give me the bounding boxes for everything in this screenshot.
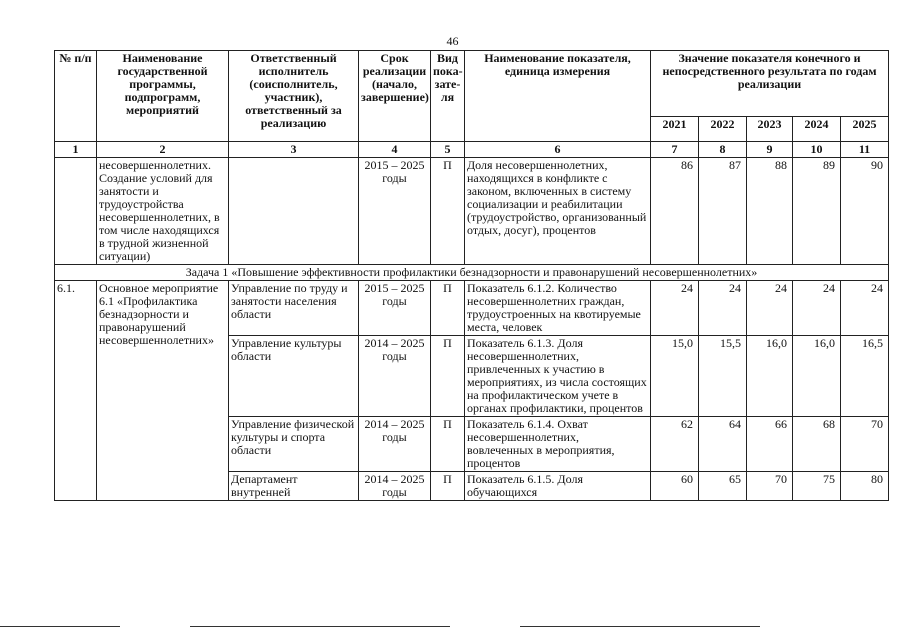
value-cell: 15,5 bbox=[699, 336, 747, 417]
header-year: 2022 bbox=[699, 116, 747, 141]
executor-cell: Управление физической культуры и спорта области bbox=[229, 417, 359, 472]
header-year: 2025 bbox=[841, 116, 889, 141]
value-cell: 64 bbox=[699, 417, 747, 472]
column-number: 2 bbox=[97, 142, 229, 158]
column-number: 3 bbox=[229, 142, 359, 158]
header-name: Наименование государственной программы, подпрограмм, мероприятий bbox=[97, 51, 229, 142]
value-cell: 15,0 bbox=[651, 336, 699, 417]
value-cell: 24 bbox=[699, 281, 747, 336]
value-cell: 65 bbox=[699, 472, 747, 501]
value-cell: 88 bbox=[747, 158, 793, 265]
value-cell: 90 bbox=[841, 158, 889, 265]
value-cell: 89 bbox=[793, 158, 841, 265]
name-cell: Основное мероприятие 6.1 «Профилактика безнадзорности и правонарушений несовершеннолетних» bbox=[97, 281, 229, 501]
value-cell: 68 bbox=[793, 417, 841, 472]
kind-cell: П bbox=[431, 336, 465, 417]
value-cell: 60 bbox=[651, 472, 699, 501]
column-number: 6 bbox=[465, 142, 651, 158]
header-executor: Ответственный исполнитель (соисполнитель, участник), ответственный за реализацию bbox=[229, 51, 359, 142]
value-cell: 16,0 bbox=[747, 336, 793, 417]
scan-edge-rule bbox=[520, 626, 760, 627]
table-row bbox=[55, 281, 889, 336]
column-number: 1 bbox=[55, 142, 97, 158]
indicator-cell: Показатель 6.1.3. Доля несовершеннолетних, привлеченных к участию в мероприятиях, из числа состоящих на профилактическом учете в органах профилактики, процентов bbox=[465, 336, 651, 417]
value-cell: 87 bbox=[699, 158, 747, 265]
term-cell: 2015 – 2025 годы bbox=[359, 281, 431, 336]
value-cell: 66 bbox=[747, 417, 793, 472]
header-kind: Вид пока-зате-ля bbox=[431, 51, 465, 142]
column-number: 4 bbox=[359, 142, 431, 158]
executor-cell: Департамент внутренней bbox=[229, 472, 359, 501]
indicators-table bbox=[54, 50, 889, 501]
value-cell: 16,5 bbox=[841, 336, 889, 417]
header-row bbox=[55, 51, 889, 117]
value-cell: 24 bbox=[793, 281, 841, 336]
indicator-cell: Показатель 6.1.5. Доля обучающихся bbox=[465, 472, 651, 501]
kind-cell: П bbox=[431, 158, 465, 265]
header-year: 2024 bbox=[793, 116, 841, 141]
kind-cell: П bbox=[431, 417, 465, 472]
executor-cell: Управление по труду и занятости населения области bbox=[229, 281, 359, 336]
executor-cell bbox=[229, 158, 359, 265]
executor-cell: Управление культуры области bbox=[229, 336, 359, 417]
term-cell: 2015 – 2025 годы bbox=[359, 158, 431, 265]
header-values: Значение показателя конечного и непосредственного результата по годам реализации bbox=[651, 51, 889, 117]
indicator-cell: Показатель 6.1.4. Охват несовершеннолетних, вовлеченных в мероприятия, процентов bbox=[465, 417, 651, 472]
header-term: Срок реализации (начало, завершение) bbox=[359, 51, 431, 142]
name-cell: несовершеннолетних. Создание условий для занятости и трудоустройства несовершеннолетних, в том числе находящихся в трудной жизненной ситуации) bbox=[97, 158, 229, 265]
header-year: 2023 bbox=[747, 116, 793, 141]
header-year: 2021 bbox=[651, 116, 699, 141]
page-number: 46 bbox=[446, 34, 459, 48]
column-numbers-row bbox=[55, 142, 889, 158]
header-indicator: Наименование показателя, единица измерения bbox=[465, 51, 651, 142]
value-cell: 24 bbox=[651, 281, 699, 336]
task-row bbox=[55, 265, 889, 281]
term-cell: 2014 – 2025 годы bbox=[359, 417, 431, 472]
num-cell bbox=[55, 158, 97, 265]
scan-edge-rule bbox=[0, 626, 120, 627]
value-cell: 70 bbox=[841, 417, 889, 472]
indicator-cell: Доля несовершеннолетних, находящихся в конфликте с законом, включенных в систему социализации и реабилитации (трудоустройство, организованный отдых, досуг), процентов bbox=[465, 158, 651, 265]
value-cell: 70 bbox=[747, 472, 793, 501]
column-number: 10 bbox=[793, 142, 841, 158]
term-cell: 2014 – 2025 годы bbox=[359, 472, 431, 501]
table-row bbox=[55, 158, 889, 265]
indicator-cell: Показатель 6.1.2. Количество несовершеннолетних граждан, трудоустроенных на квотируемые места, человек bbox=[465, 281, 651, 336]
kind-cell: П bbox=[431, 281, 465, 336]
task-title: Задача 1 «Повышение эффективности профилактики безнадзорности и правонарушений несовершеннолетних» bbox=[55, 265, 889, 281]
kind-cell: П bbox=[431, 472, 465, 501]
value-cell: 16,0 bbox=[793, 336, 841, 417]
value-cell: 80 bbox=[841, 472, 889, 501]
value-cell: 62 bbox=[651, 417, 699, 472]
column-number: 9 bbox=[747, 142, 793, 158]
column-number: 8 bbox=[699, 142, 747, 158]
value-cell: 24 bbox=[747, 281, 793, 336]
column-number: 11 bbox=[841, 142, 889, 158]
value-cell: 75 bbox=[793, 472, 841, 501]
column-number: 7 bbox=[651, 142, 699, 158]
scan-edge-rule bbox=[190, 626, 450, 627]
value-cell: 86 bbox=[651, 158, 699, 265]
term-cell: 2014 – 2025 годы bbox=[359, 336, 431, 417]
num-cell: 6.1. bbox=[55, 281, 97, 501]
column-number: 5 bbox=[431, 142, 465, 158]
header-num: № п/п bbox=[55, 51, 97, 142]
value-cell: 24 bbox=[841, 281, 889, 336]
